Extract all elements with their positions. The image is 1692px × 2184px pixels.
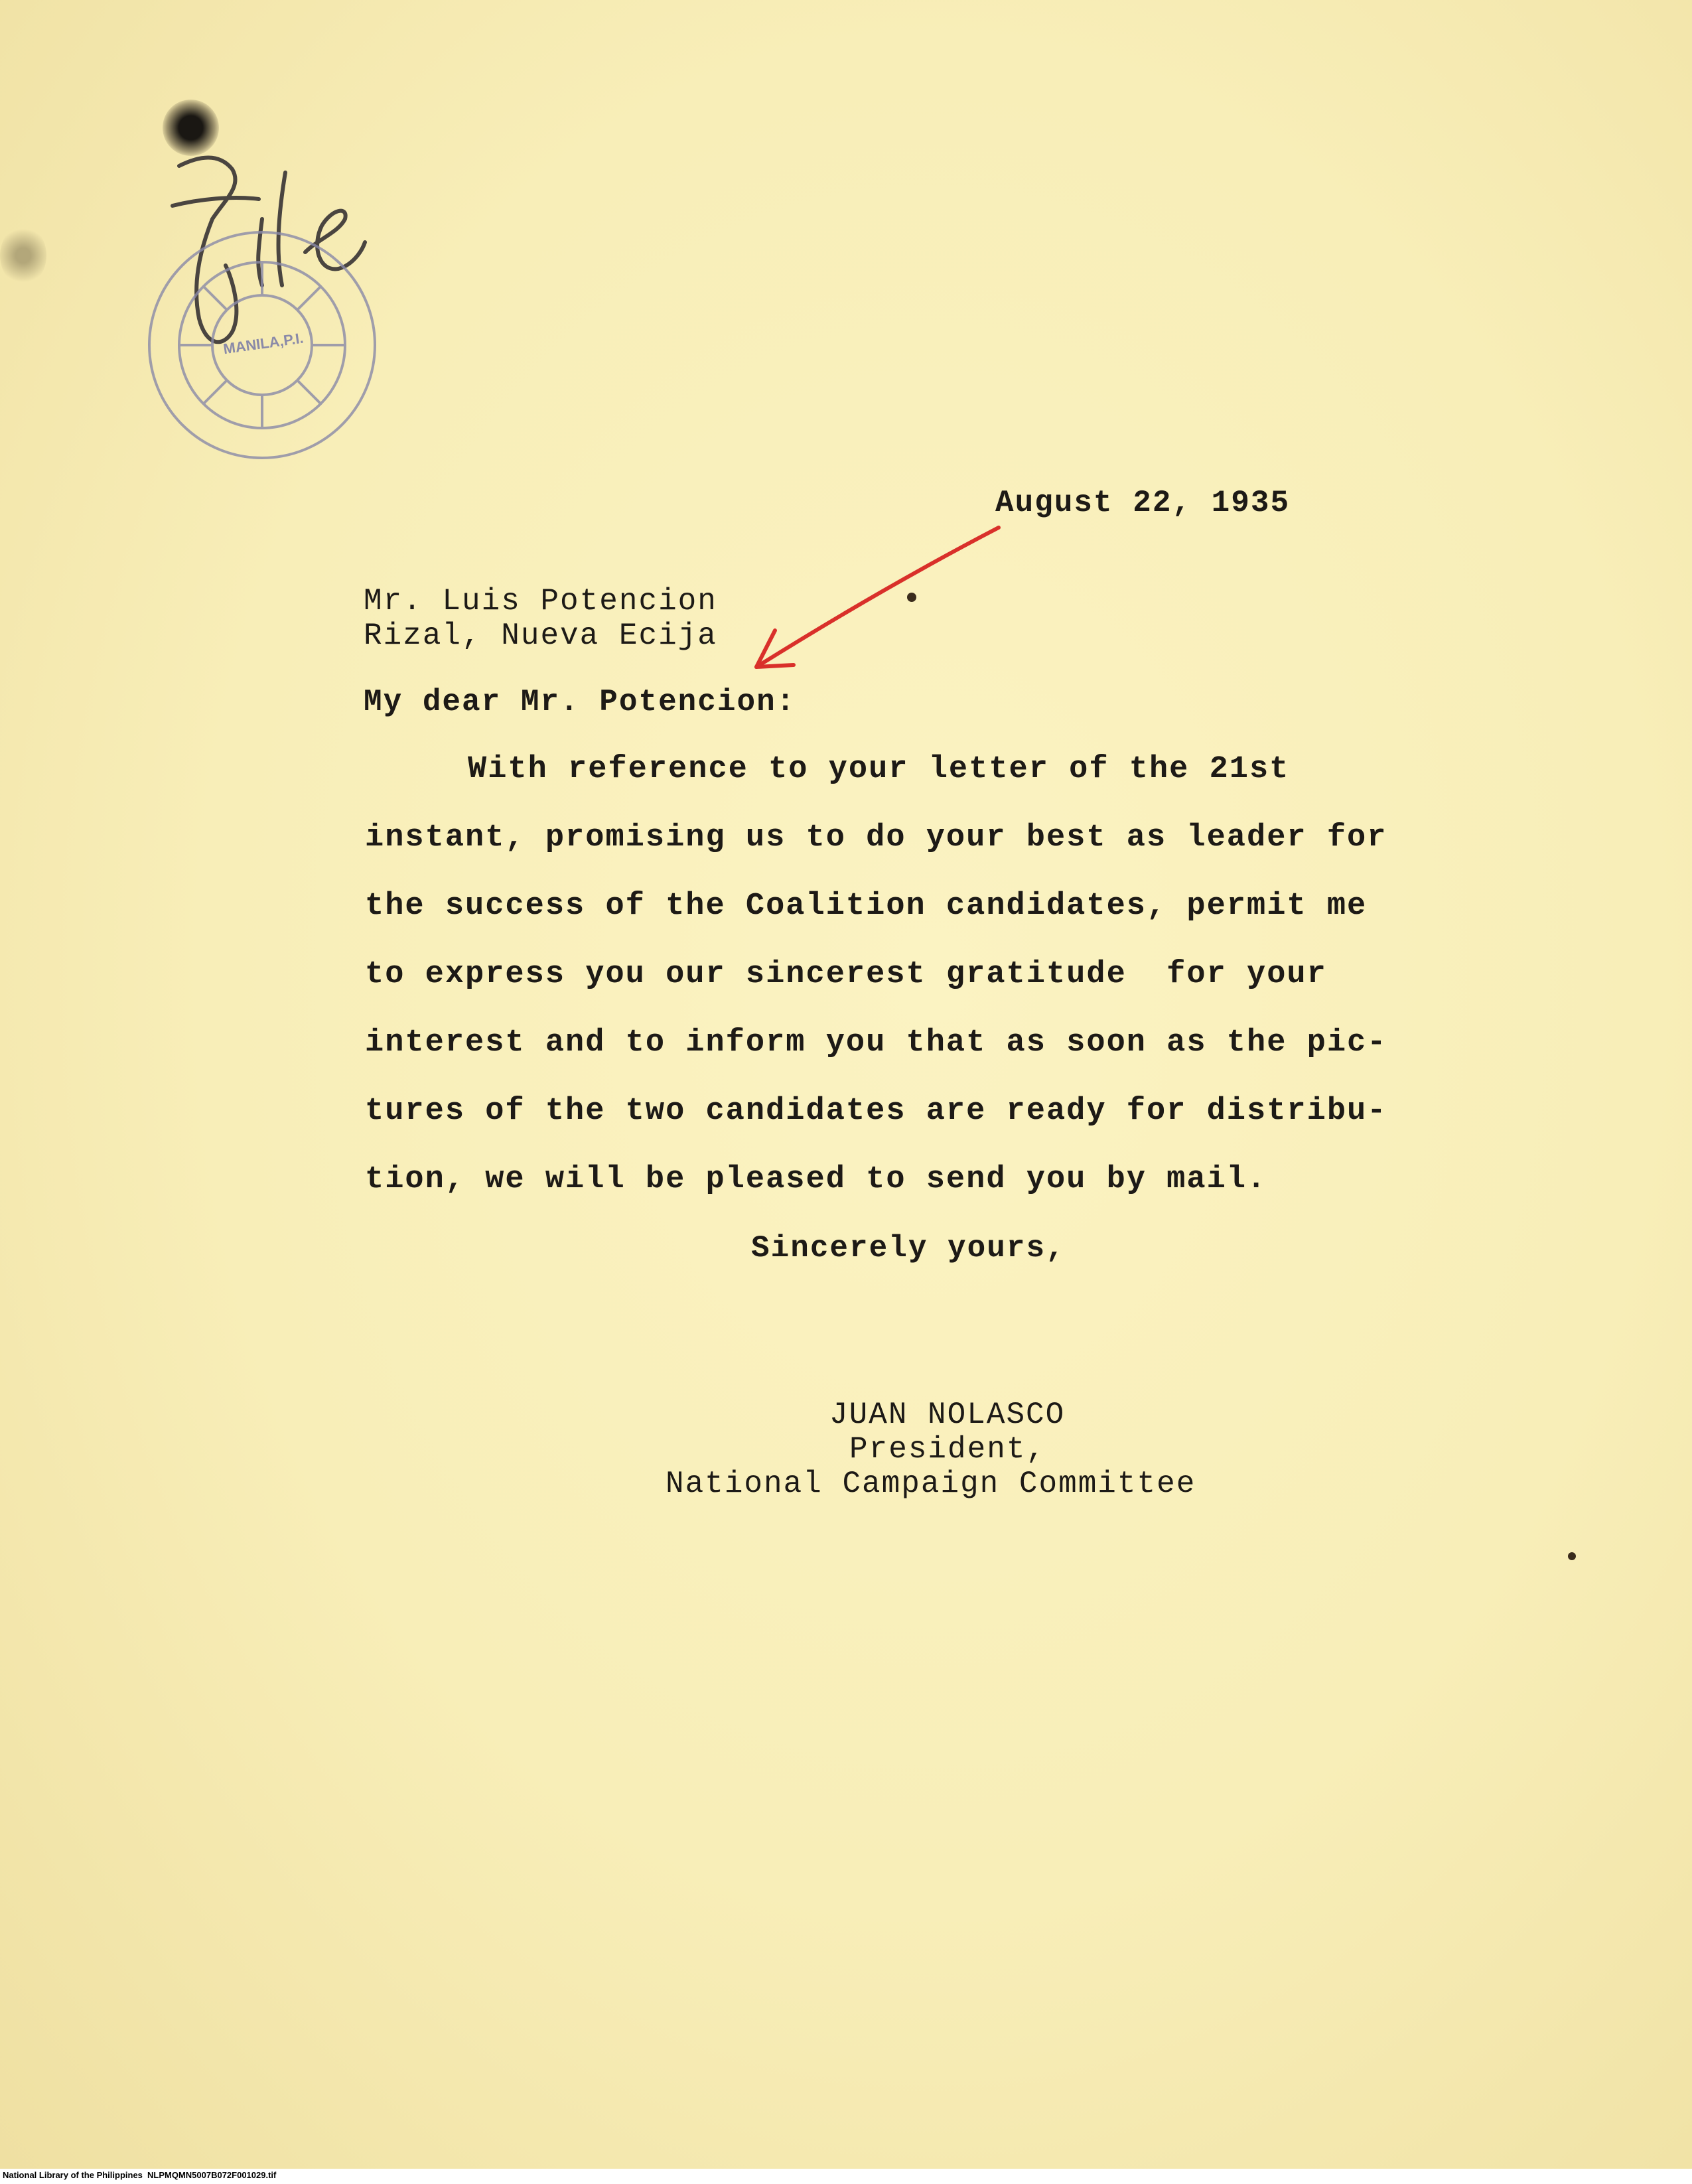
recipient-name: Mr. Luis Potencion xyxy=(364,584,717,619)
red-pencil-arrow xyxy=(756,528,999,667)
recipient-address: Rizal, Nueva Ecija xyxy=(364,619,717,653)
stamp-center-text: MANILA,P.I. xyxy=(222,329,305,358)
closing: Sincerely yours, xyxy=(751,1231,1066,1266)
letter-date: August 22, 1935 xyxy=(995,486,1291,520)
salutation: My dear Mr. Potencion: xyxy=(364,685,796,719)
body-line: tures of the two candidates are ready for distribu- xyxy=(365,1094,1387,1129)
body-line: interest and to inform you that as soon as the pic- xyxy=(365,1025,1387,1060)
footer-library-name: National Library of the Philippines xyxy=(3,2170,143,2180)
signatory-organization: National Campaign Committee xyxy=(666,1467,1196,1501)
footer-file-id: NLPMQMN5007B072F001029.tif xyxy=(147,2170,277,2180)
signatory-title: President, xyxy=(849,1432,1046,1467)
signatory-name: JUAN NOLASCO xyxy=(829,1398,1066,1432)
body-line: instant, promising us to do your best as leader for xyxy=(365,820,1387,855)
body-line: to express you our sincerest gratitude for your xyxy=(365,957,1327,992)
body-line: tion, we will be pleased to send you by mail. xyxy=(365,1162,1267,1197)
body-line: With reference to your letter of the 21st xyxy=(468,752,1290,787)
body-line: the success of the Coalition candidates, permit me xyxy=(365,889,1368,924)
